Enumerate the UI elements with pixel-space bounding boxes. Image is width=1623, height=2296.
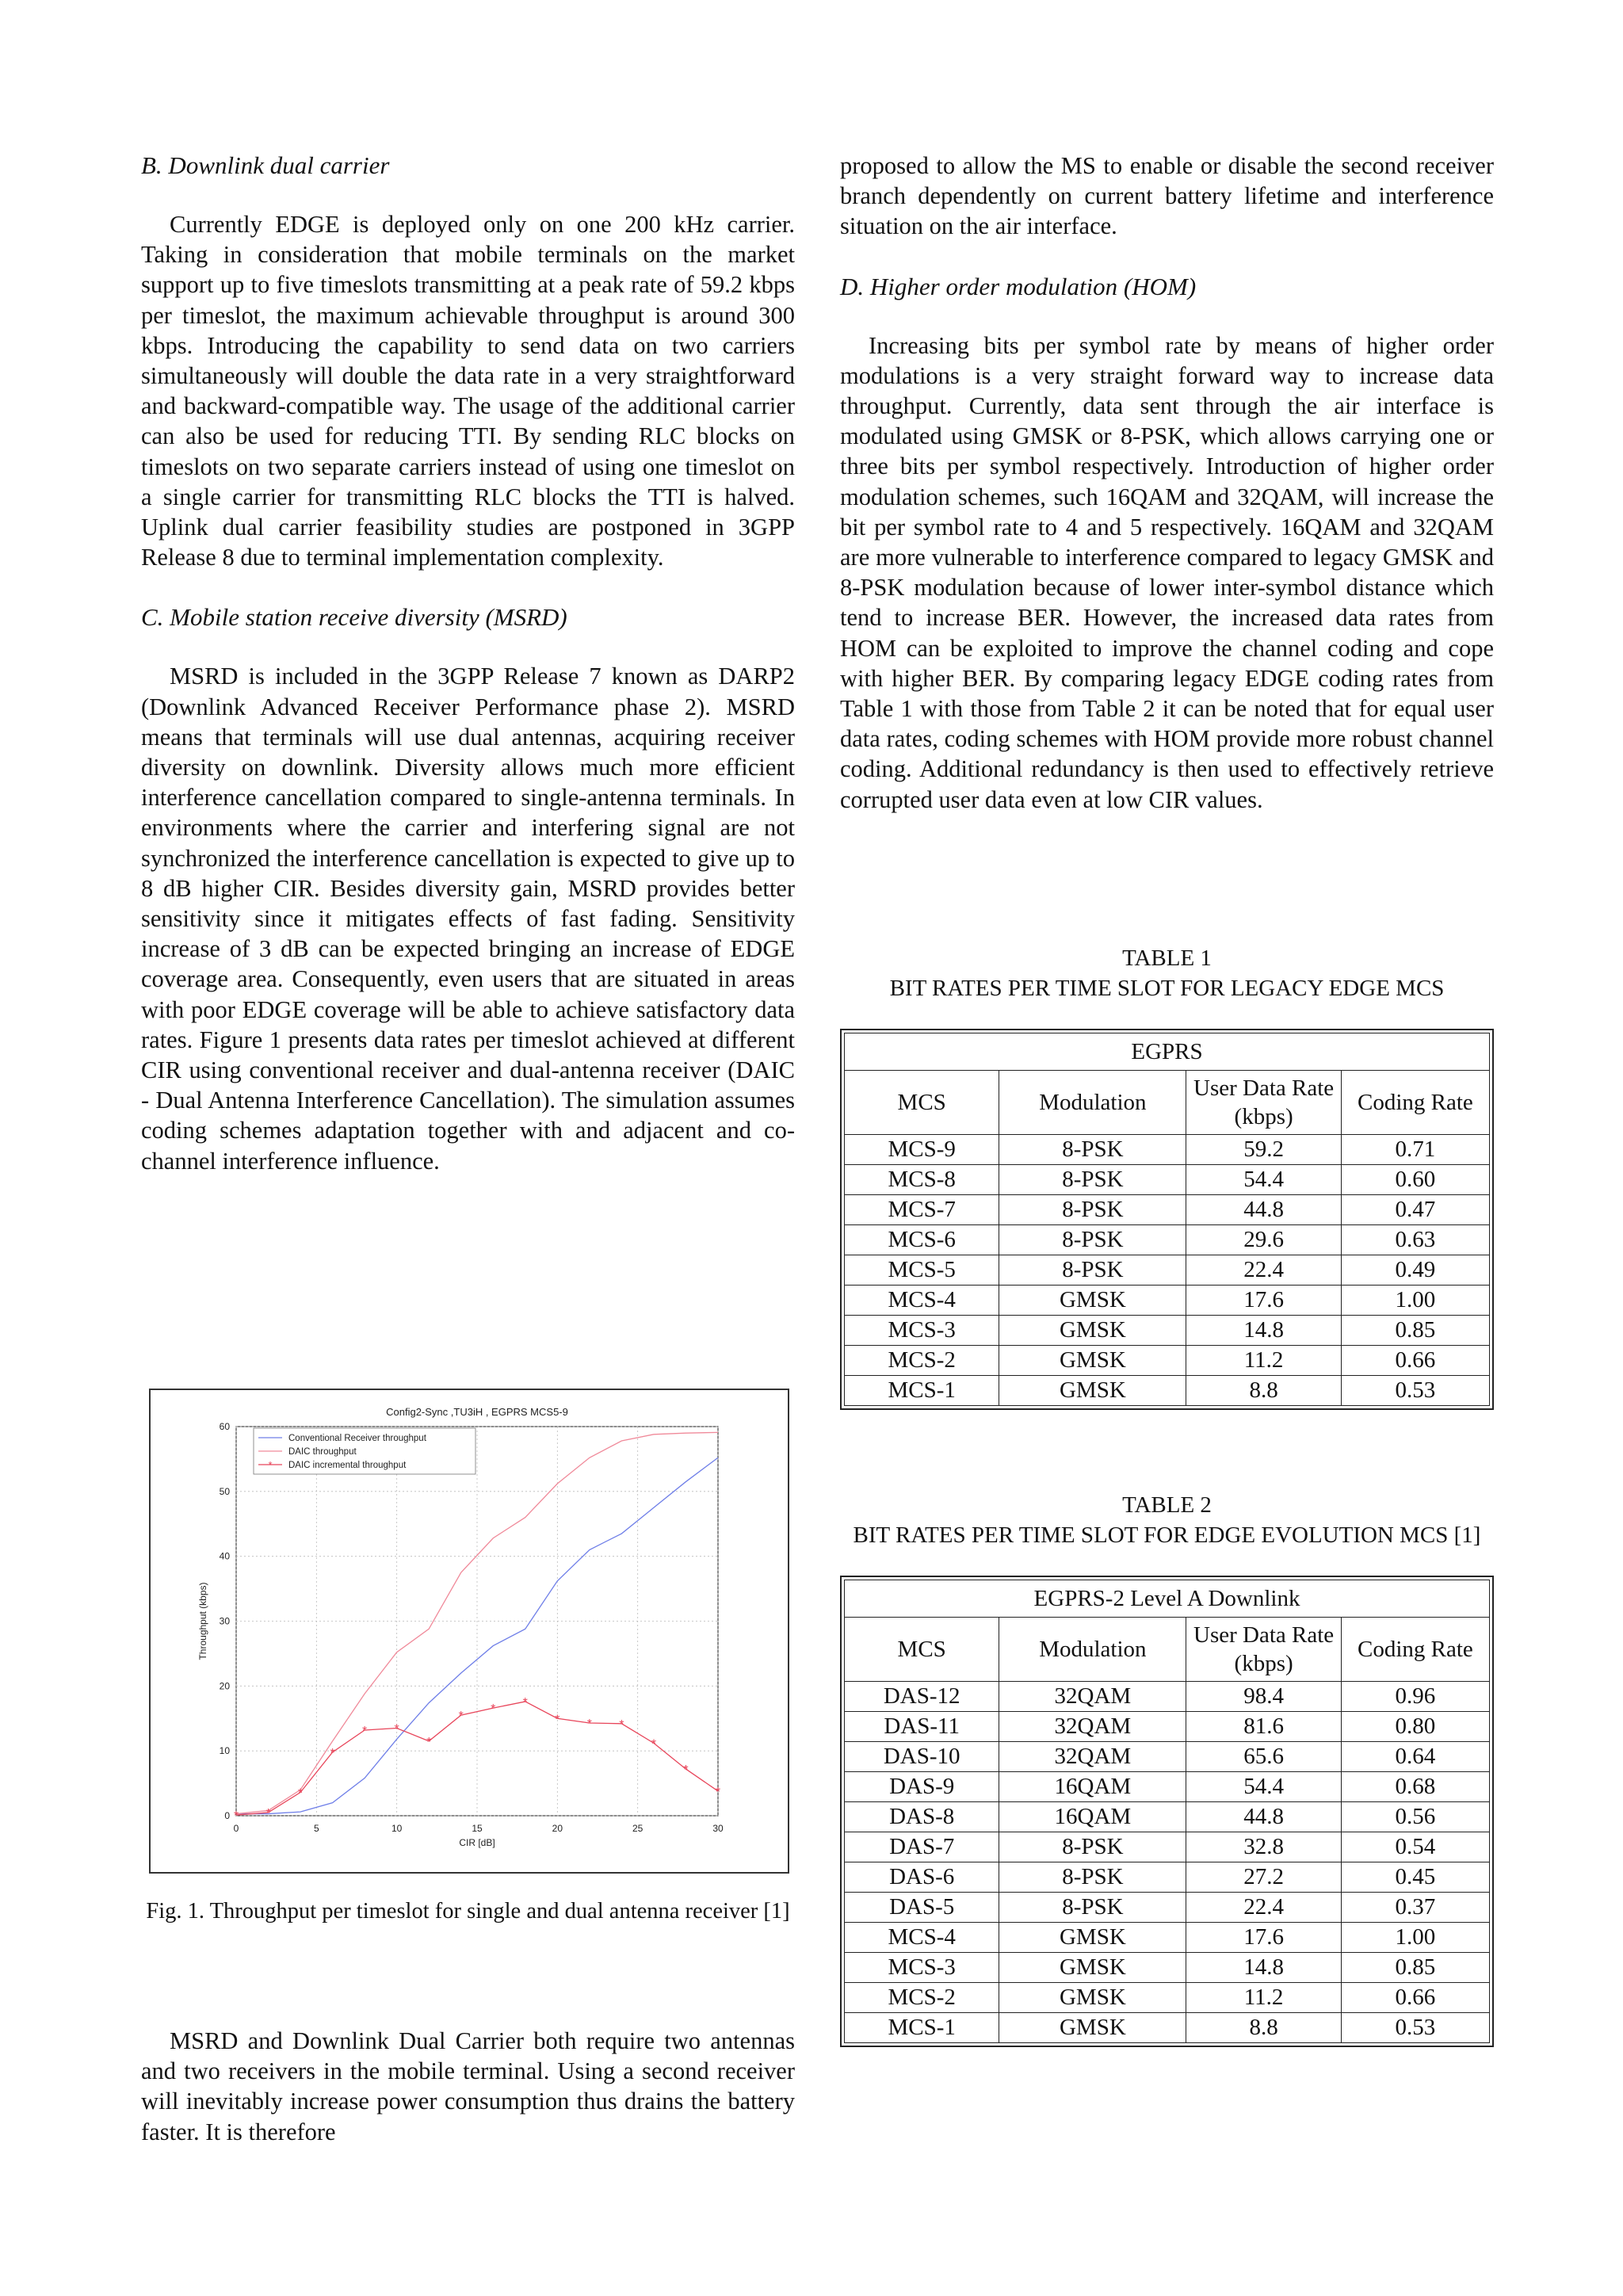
table-cell: 0.60 xyxy=(1341,1165,1489,1195)
table-cell: MCS-1 xyxy=(845,2013,999,2043)
y-tick-label: 30 xyxy=(219,1615,230,1627)
data-point-marker: * xyxy=(458,1710,464,1724)
table-2-header-rate: User Data Rate (kbps) xyxy=(1186,1618,1341,1682)
table-row xyxy=(845,1712,1490,1742)
table-row xyxy=(845,1165,1490,1195)
table-cell: 0.71 xyxy=(1341,1135,1489,1165)
data-point-marker: * xyxy=(330,1746,335,1760)
table-cell: 16QAM xyxy=(999,1802,1186,1832)
table-row xyxy=(845,1346,1490,1376)
table-cell: 1.00 xyxy=(1341,1923,1489,1953)
x-axis-label: CIR [dB] xyxy=(459,1837,495,1848)
table-cell: MCS-5 xyxy=(845,1255,999,1286)
table-cell: 27.2 xyxy=(1186,1862,1341,1893)
table-2-group-header: EGPRS-2 Level A Downlink xyxy=(845,1580,1490,1618)
table-cell: 8-PSK xyxy=(999,1165,1186,1195)
table-1-header-mcs: MCS xyxy=(845,1071,999,1135)
table-1-group-header: EGPRS xyxy=(845,1033,1490,1071)
data-point-marker: * xyxy=(233,1809,239,1824)
table-cell: 44.8 xyxy=(1186,1802,1341,1832)
y-tick-label: 0 xyxy=(224,1810,230,1821)
table-row xyxy=(845,1893,1490,1923)
data-point-marker: * xyxy=(265,1806,271,1820)
table-cell: 0.85 xyxy=(1341,1953,1489,1983)
table-row xyxy=(845,1983,1490,2013)
table-cell: 14.8 xyxy=(1186,1953,1341,1983)
table-cell: 8.8 xyxy=(1186,2013,1341,2043)
y-tick-label: 20 xyxy=(219,1680,230,1692)
data-point-marker: * xyxy=(394,1722,399,1736)
table-2-header-mcs: MCS xyxy=(845,1618,999,1682)
data-point-marker: * xyxy=(651,1737,657,1752)
paragraph-antennas: MSRD and Downlink Dual Carrier both require two antennas and two receivers in the mobile terminal. Using a second receiver will inevitably increase power consumption thus drains the battery faster. It is therefore xyxy=(141,2027,795,2145)
table-cell: DAS-12 xyxy=(845,1682,999,1712)
x-tick-label: 5 xyxy=(313,1823,319,1834)
table-cell: 8-PSK xyxy=(999,1255,1186,1286)
table-cell: 0.45 xyxy=(1341,1862,1489,1893)
table-cell: 0.49 xyxy=(1341,1255,1489,1286)
table-2-header-coding: Coding Rate xyxy=(1341,1618,1489,1682)
table-cell: 0.96 xyxy=(1341,1682,1489,1712)
table-cell: MCS-8 xyxy=(845,1165,999,1195)
table-cell: 16QAM xyxy=(999,1772,1186,1802)
table-cell: 0.80 xyxy=(1341,1712,1489,1742)
paragraph-hom: Increasing bits per symbol rate by means of higher order modulations is a very straight forward way to increase data throughput. Currently, data sent through the air interface is modulated using GMSK or 8-PSK, which allows carrying one or three bits per symbol respectively. Introduction of higher order modulation schemes, such 16QAM and 32QAM, will increase the bit per symbol rate to 4 and 5 respectively. 16QAM and 32QAM are more vulnerable to interference compared to legacy GMSK and 8-PSK modulation because of lower inter-symbol distance which tend to increase BER. However, the increased data rates from HOM can be exploited to improve the channel coding and cope with higher BER. By comparing legacy EDGE coding rates from Table 1 with those from Table 2 it can be noted that for equal user data rates, coding schemes with HOM provide more robust channel coding. Additional redundancy is then used to effectively retrieve corrupted user data even at low CIR values. xyxy=(840,331,1494,813)
table-cell: 17.6 xyxy=(1186,1923,1341,1953)
table-cell: 0.53 xyxy=(1341,2013,1489,2043)
table-cell: 0.85 xyxy=(1341,1316,1489,1346)
data-point-marker: * xyxy=(491,1702,496,1717)
table-cell: 0.66 xyxy=(1341,1983,1489,2013)
table-row xyxy=(845,1286,1490,1316)
table-1-header-modulation: Modulation xyxy=(999,1071,1186,1135)
table-cell: 0.47 xyxy=(1341,1195,1489,1225)
table-row xyxy=(845,1682,1490,1712)
figure-1 xyxy=(149,1389,789,1874)
table-cell: 65.6 xyxy=(1186,1742,1341,1772)
x-tick-label: 25 xyxy=(632,1823,643,1834)
table-cell: 8.8 xyxy=(1186,1376,1341,1406)
table-cell: 22.4 xyxy=(1186,1255,1341,1286)
table-cell: 0.56 xyxy=(1341,1802,1489,1832)
table-cell: 11.2 xyxy=(1186,1983,1341,2013)
section-heading-c: C. Mobile station receive diversity (MSRD) xyxy=(141,603,567,632)
data-point-marker: * xyxy=(619,1717,624,1732)
y-axis-label: Throughput (kbps) xyxy=(197,1582,208,1660)
table-row xyxy=(845,2013,1490,2043)
table-cell: 44.8 xyxy=(1186,1195,1341,1225)
table-row xyxy=(845,1316,1490,1346)
table-cell: 32.8 xyxy=(1186,1832,1341,1862)
legend-label: DAIC incremental throughput xyxy=(288,1461,407,1470)
table-row xyxy=(845,1802,1490,1832)
table-cell: DAS-5 xyxy=(845,1893,999,1923)
table-row xyxy=(845,1376,1490,1406)
data-point-marker: * xyxy=(683,1763,689,1778)
table-cell: 0.63 xyxy=(1341,1225,1489,1255)
table-cell: GMSK xyxy=(999,2013,1186,2043)
table-2-title: BIT RATES PER TIME SLOT FOR EDGE EVOLUTION MCS [1] xyxy=(853,1522,1481,1548)
y-tick-label: 50 xyxy=(219,1485,230,1497)
x-tick-label: 0 xyxy=(233,1823,239,1834)
table-cell: MCS-2 xyxy=(845,1346,999,1376)
table-row xyxy=(845,1742,1490,1772)
table-1 xyxy=(840,1029,1494,1410)
paragraph-msrd: MSRD is included in the 3GPP Release 7 known as DARP2 (Downlink Advanced Receiver Performance phase 2). MSRD means that terminals will use dual antennas, acquiring receiver diversity on downlink. Diversity allows much more efficient interference cancellation compared to single-antenna terminals. In environments where the carrier and interfering signal are not synchronized the interference cancellation is expected to give up to 8 dB higher CIR. Besides diversity gain, MSRD provides better sensitivity since it mitigates effects of fast fading. Sensitivity increase of 3 dB can be expected bringing an increase of EDGE coverage area. Consequently, even users that are situated in areas with poor EDGE coverage will be able to achieve satisfactory data rates. Figure 1 presents data rates per timeslot achieved at different CIR using conventional receiver and dual-antenna receiver (DAIC - Dual Antenna Interference Cancellation). The simulation assumes coding schemes adaptation together with and adjacent and co-channel interference influence. xyxy=(141,663,795,1175)
table-cell: GMSK xyxy=(999,1983,1186,2013)
table-cell: GMSK xyxy=(999,1286,1186,1316)
chart-title: Config2-Sync ,TU3iH , EGPRS MCS5-9 xyxy=(386,1406,568,1418)
data-point-marker: * xyxy=(586,1717,592,1731)
table-cell: 0.37 xyxy=(1341,1893,1489,1923)
legend-label: DAIC throughput xyxy=(288,1447,357,1457)
table-cell: 8-PSK xyxy=(999,1893,1186,1923)
table-row xyxy=(845,1195,1490,1225)
data-point-marker: * xyxy=(555,1713,560,1727)
table-cell: DAS-9 xyxy=(845,1772,999,1802)
table-cell: 22.4 xyxy=(1186,1893,1341,1923)
table-cell: 32QAM xyxy=(999,1742,1186,1772)
table-cell: 29.6 xyxy=(1186,1225,1341,1255)
figure-caption: Fig. 1. Throughput per timeslot for single and dual antenna receiver [1] xyxy=(146,1899,790,1924)
x-tick-label: 20 xyxy=(552,1823,563,1834)
x-tick-label: 30 xyxy=(712,1823,724,1834)
table-cell: GMSK xyxy=(999,1923,1186,1953)
table-cell: 11.2 xyxy=(1186,1346,1341,1376)
legend-marker: * xyxy=(268,1459,273,1471)
table-cell: 8-PSK xyxy=(999,1862,1186,1893)
table-row xyxy=(845,1862,1490,1893)
data-point-marker: * xyxy=(522,1695,528,1710)
table-2-header-modulation: Modulation xyxy=(999,1618,1186,1682)
table-1-header-coding: Coding Rate xyxy=(1341,1071,1489,1135)
table-row xyxy=(845,1135,1490,1165)
table-cell: 32QAM xyxy=(999,1712,1186,1742)
table-cell: 0.66 xyxy=(1341,1346,1489,1376)
paragraph-downlink-dual-carrier: Currently EDGE is deployed only on one 200 kHz carrier. Taking in consideration that mobile terminals on the market support up to five timeslots transmitting at a peak rate of 59.2 kbps per timeslot, the maximum achievable throughput is around 300 kbps. Introducing the capability to send data on two carriers simultaneously will double the data rate in a very straightforward and backward-compatible way. The usage of the additional carrier can also be used for reducing TTI. By sending RLC blocks on timeslots on two separate carriers instead of using one timeslot on a single carrier for transmitting RLC blocks the TTI is halved. Uplink dual carrier feasibility studies are postponed in 3GPP Release 8 due to terminal implementation complexity. xyxy=(141,211,795,571)
section-heading-b: B. Downlink dual carrier xyxy=(141,151,390,179)
y-tick-label: 60 xyxy=(219,1421,230,1432)
table-row xyxy=(845,1772,1490,1802)
table-cell: GMSK xyxy=(999,1316,1186,1346)
paragraph-continued: proposed to allow the MS to enable or disable the second receiver branch dependently on current battery lifetime and interference situation on the air interface. xyxy=(840,152,1494,240)
data-point-marker: * xyxy=(362,1724,368,1738)
x-tick-label: 15 xyxy=(472,1823,483,1834)
table-cell: MCS-1 xyxy=(845,1376,999,1406)
table-cell: DAS-7 xyxy=(845,1832,999,1862)
table-cell: MCS-3 xyxy=(845,1953,999,1983)
table-row xyxy=(845,1225,1490,1255)
table-cell: 14.8 xyxy=(1186,1316,1341,1346)
table-cell: 54.4 xyxy=(1186,1772,1341,1802)
table-cell: 0.64 xyxy=(1341,1742,1489,1772)
section-heading-d: D. Higher order modulation (HOM) xyxy=(840,272,1197,300)
table-row xyxy=(845,1923,1490,1953)
table-2-label: TABLE 2 xyxy=(1122,1492,1212,1518)
table-cell: DAS-6 xyxy=(845,1862,999,1893)
table-1-block xyxy=(840,943,1494,1410)
left-column xyxy=(141,151,795,1176)
table-cell: MCS-9 xyxy=(845,1135,999,1165)
x-tick-label: 10 xyxy=(391,1823,403,1834)
table-cell: 59.2 xyxy=(1186,1135,1341,1165)
table-cell: MCS-3 xyxy=(845,1316,999,1346)
table-cell: GMSK xyxy=(999,1376,1186,1406)
table-cell: MCS-7 xyxy=(845,1195,999,1225)
data-point-marker: * xyxy=(426,1735,432,1749)
table-cell: 0.54 xyxy=(1341,1832,1489,1862)
table-cell: MCS-4 xyxy=(845,1286,999,1316)
table-cell: 54.4 xyxy=(1186,1165,1341,1195)
table-cell: 17.6 xyxy=(1186,1286,1341,1316)
table-row xyxy=(845,1953,1490,1983)
table-cell: 1.00 xyxy=(1341,1286,1489,1316)
table-cell: 81.6 xyxy=(1186,1712,1341,1742)
table-cell: DAS-11 xyxy=(845,1712,999,1742)
table-cell: 0.68 xyxy=(1341,1772,1489,1802)
table-cell: DAS-8 xyxy=(845,1802,999,1832)
table-cell: 32QAM xyxy=(999,1682,1186,1712)
data-point-marker: * xyxy=(715,1785,721,1799)
table-cell: MCS-6 xyxy=(845,1225,999,1255)
table-2 xyxy=(840,1576,1494,2047)
table-cell: MCS-4 xyxy=(845,1923,999,1953)
table-cell: 8-PSK xyxy=(999,1832,1186,1862)
table-cell: 8-PSK xyxy=(999,1225,1186,1255)
table-cell: DAS-10 xyxy=(845,1742,999,1772)
table-cell: GMSK xyxy=(999,1346,1186,1376)
throughput-chart xyxy=(151,1390,788,1872)
legend-label: Conventional Receiver throughput xyxy=(288,1434,426,1443)
table-cell: 8-PSK xyxy=(999,1195,1186,1225)
table-cell: 8-PSK xyxy=(999,1135,1186,1165)
data-point-marker: * xyxy=(297,1786,304,1801)
y-tick-label: 40 xyxy=(219,1550,230,1562)
table-2-block xyxy=(840,1490,1494,2047)
right-column xyxy=(840,151,1494,815)
table-cell: MCS-2 xyxy=(845,1983,999,2013)
table-row xyxy=(845,1255,1490,1286)
table-1-title: BIT RATES PER TIME SLOT FOR LEGACY EDGE MCS xyxy=(889,976,1445,1001)
y-tick-label: 10 xyxy=(219,1745,230,1757)
table-1-label: TABLE 1 xyxy=(1122,946,1212,971)
table-1-header-rate: User Data Rate (kbps) xyxy=(1186,1071,1341,1135)
left-column-bottom xyxy=(141,2026,795,2147)
table-row xyxy=(845,1832,1490,1862)
table-cell: 0.53 xyxy=(1341,1376,1489,1406)
table-cell: 98.4 xyxy=(1186,1682,1341,1712)
table-cell: GMSK xyxy=(999,1953,1186,1983)
